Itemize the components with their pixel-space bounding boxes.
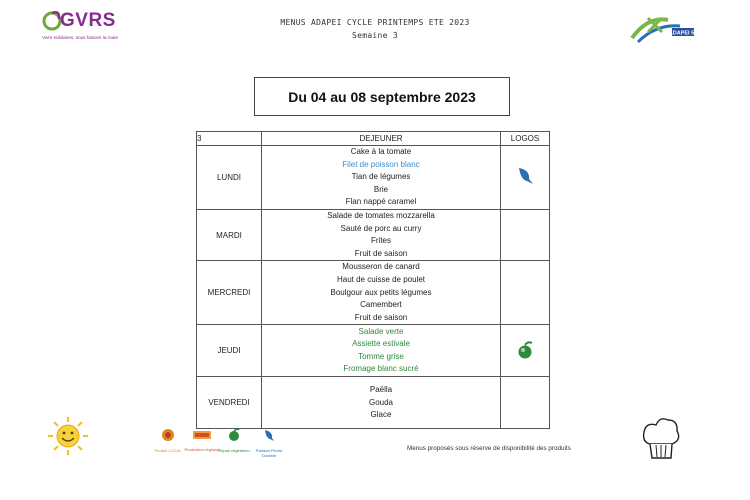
legend-sustainable-fish <box>249 428 289 458</box>
meal-item: Brie <box>373 184 389 194</box>
menu-table-body <box>197 146 550 429</box>
table-row <box>197 377 550 429</box>
logo-cell <box>501 325 550 377</box>
day-name: MARDI <box>197 209 262 260</box>
date-range-box <box>254 77 510 116</box>
table-row <box>197 261 550 325</box>
meal-item: Boulgour aux petits légumes <box>330 287 432 297</box>
meal-item: Cake à la tomate <box>350 147 412 156</box>
table-row <box>197 209 550 260</box>
legend-label: Produit LOCAL <box>154 448 182 453</box>
meal-item: Flan nappé caramel <box>345 197 417 207</box>
meal-item: Haut de cuisse de poulet <box>336 274 426 284</box>
menu-title: MENUS ADAPEI CYCLE PRINTEMPS ETE 2023 <box>280 18 470 27</box>
meal-item: Assiette estivale <box>352 339 410 349</box>
gvrs-logo-text: GVRS <box>60 10 116 31</box>
meal-item: Gouda <box>368 397 394 407</box>
adapei-logo-icon <box>628 10 696 46</box>
meal-items <box>262 261 501 325</box>
regional-producer-icon <box>192 429 212 441</box>
vegetarian-icon <box>517 340 533 360</box>
legend-label: Producteur régional <box>184 447 220 452</box>
meal-items <box>262 146 501 210</box>
meal-item: Salade verte <box>358 326 404 336</box>
meal-item: Glace <box>370 410 392 420</box>
logo-cell <box>501 209 550 260</box>
logo-cell <box>501 146 550 210</box>
adapei-logo <box>628 10 696 46</box>
logo-cell <box>501 377 550 429</box>
meal-items <box>262 377 501 429</box>
local-product-icon <box>161 428 175 442</box>
sun-mascot-icon <box>46 416 90 456</box>
chef-hat-icon <box>640 414 682 464</box>
meal-item: Fruit de saison <box>354 312 408 322</box>
legend-label: Poisson Pêche Durable <box>255 448 283 458</box>
table-header-row <box>197 132 550 146</box>
day-name: JEUDI <box>197 325 262 377</box>
meal-header: DEJEUNER <box>262 132 501 146</box>
menu-table <box>196 131 550 429</box>
meal-item: Tomme grise <box>358 351 404 361</box>
meal-items <box>262 209 501 260</box>
meal-item: Filet de poisson blanc <box>342 159 420 169</box>
logo-cell <box>501 261 550 325</box>
fish-icon <box>516 166 534 186</box>
day-name: LUNDI <box>197 146 262 210</box>
day-name: VENDREDI <box>197 377 262 429</box>
day-name: MERCREDI <box>197 261 262 325</box>
meal-item: Sauté de porc au curry <box>340 223 422 233</box>
meal-item: Tian de légumes <box>351 172 411 182</box>
date-range: Du 04 au 08 septembre 2023 <box>288 88 476 105</box>
legend-label: Repas végétarien <box>218 448 250 453</box>
availability-note: Menus proposés sous réserve de disponibilité des produits <box>407 445 571 452</box>
vegetarian-icon <box>228 428 240 442</box>
fish-icon <box>262 428 276 442</box>
meal-item: Fruit de saison <box>354 248 408 258</box>
adapei-logo-text: ADAPEI 53 <box>668 30 696 37</box>
legend-vegetarian <box>214 428 254 453</box>
table-row <box>197 146 550 210</box>
meal-item: Mousseron de canard <box>342 262 420 272</box>
meal-item: Camembert <box>360 300 402 310</box>
meal-item: Fromage blanc sucré <box>343 364 419 374</box>
table-row <box>197 325 550 377</box>
meal-item: Frites <box>371 236 391 246</box>
meal-item: Paëlla <box>369 384 393 394</box>
meal-item: Salade de tomates mozzarella <box>327 210 435 220</box>
week-number-header: 3 <box>197 132 262 146</box>
logos-header: LOGOS <box>501 132 550 146</box>
gvrs-tagline: Vivre solidaires, nous faisons la route <box>42 35 119 40</box>
week-title: Semaine 3 <box>351 31 399 40</box>
meal-items <box>262 325 501 377</box>
